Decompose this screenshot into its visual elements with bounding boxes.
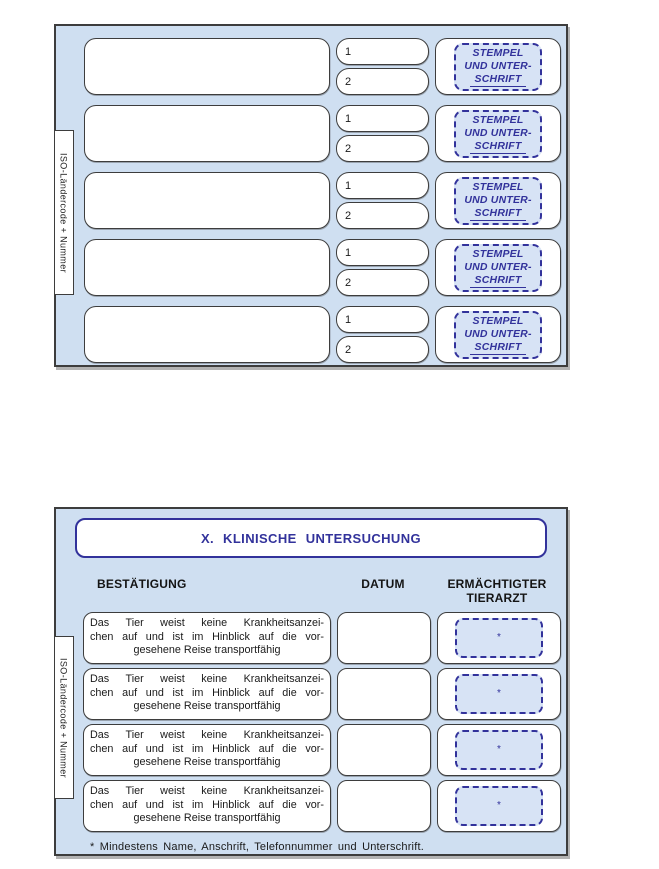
field-2-label: 2: [345, 343, 352, 356]
column-header-vet: [435, 577, 559, 605]
field-1: [336, 239, 429, 266]
side-tab-iso-code-top: [54, 130, 74, 295]
stamp-text-line2: UND UNTER-: [464, 193, 532, 206]
asterisk-mark: *: [497, 800, 501, 811]
stamp-text-line2: UND UNTER-: [464, 59, 532, 72]
column-header-confirmation: BESTÄTIGUNG: [97, 577, 187, 591]
certification-text-box: [83, 724, 331, 776]
certification-line1: Das Tier weist keine Krankheitsanzei-: [90, 617, 324, 629]
vet-signature-field: [437, 724, 561, 776]
stamp-row: [84, 38, 566, 95]
section-title: X. KLINISCHE UNTERSUCHUNG: [200, 530, 422, 546]
asterisk-mark: *: [497, 688, 501, 699]
field-1: [336, 105, 429, 132]
number-fields-column: [336, 306, 429, 363]
asterisk-mark: *: [497, 632, 501, 643]
certification-line1: Das Tier weist keine Krankheitsanzei-: [90, 729, 324, 741]
field-2-label: 2: [345, 276, 352, 289]
stamp-dashed-area: [454, 43, 542, 91]
stamp-text-underlined: SCHRIFT: [470, 140, 527, 154]
exam-rows-container: [56, 612, 566, 832]
stamp-row: [84, 172, 566, 229]
stamp-text-line3: [463, 140, 533, 154]
field-2: [336, 269, 429, 296]
certification-line1: Das Tier weist keine Krankheitsanzei-: [90, 673, 324, 685]
stamp-rows-container: [56, 26, 566, 363]
field-1-label: 1: [345, 313, 352, 326]
field-1-label: 1: [345, 112, 352, 125]
column-header-date: DATUM: [361, 577, 405, 591]
entry-field: [84, 38, 330, 95]
vet-dashed-area: [455, 674, 543, 714]
field-1-label: 1: [345, 179, 352, 192]
field-2: [336, 336, 429, 363]
certification-line2: chen auf und ist im Hinblick auf die vor-: [90, 630, 324, 643]
side-tab-label: ISO-Ländercode + Nummer: [58, 152, 69, 273]
certification-line1: Das Tier weist keine Krankheitsanzei-: [90, 785, 324, 797]
stamp-dashed-area: [454, 244, 542, 292]
date-field: [337, 724, 431, 776]
field-2-label: 2: [345, 142, 352, 155]
vet-signature-field: [437, 612, 561, 664]
stamp-row: [84, 306, 566, 363]
stamp-text-underlined: SCHRIFT: [470, 341, 527, 355]
vet-dashed-area: [455, 618, 543, 658]
field-1: [336, 306, 429, 333]
clinical-exam-section: [54, 507, 568, 856]
vet-dashed-area: [455, 786, 543, 826]
exam-row: [83, 612, 566, 664]
stamp-signature-box: [435, 239, 561, 296]
certification-line3: gesehene Reise transportfähig: [133, 812, 281, 824]
entry-field: [84, 306, 330, 363]
stamp-text-underlined: SCHRIFT: [470, 207, 527, 221]
exam-row: [83, 724, 566, 776]
section-title-box: [75, 518, 547, 558]
stamp-dashed-area: [454, 177, 542, 225]
certification-text-box: [83, 668, 331, 720]
number-fields-column: [336, 172, 429, 229]
certification-text-box: [83, 780, 331, 832]
stamp-text-line1: STEMPEL: [472, 180, 524, 193]
stamp-row: [84, 105, 566, 162]
stamp-text-line2: UND UNTER-: [464, 327, 532, 340]
number-fields-column: [336, 105, 429, 162]
stamp-text-underlined: SCHRIFT: [470, 274, 527, 288]
vet-signature-field: [437, 668, 561, 720]
column-header-vet-line1: ERMÄCHTIGTER: [447, 577, 547, 591]
field-2: [336, 202, 429, 229]
stamp-signature-box: [435, 105, 561, 162]
stamp-text-line3: [463, 207, 533, 221]
certification-line2: chen auf und ist im Hinblick auf die vor-: [90, 742, 324, 755]
entry-field: [84, 172, 330, 229]
asterisk-mark: *: [497, 744, 501, 755]
stamp-signature-box: [435, 38, 561, 95]
field-2-label: 2: [345, 75, 352, 88]
date-field: [337, 612, 431, 664]
number-fields-column: [336, 38, 429, 95]
stamp-text-line1: STEMPEL: [472, 314, 524, 327]
number-fields-column: [336, 239, 429, 296]
field-1: [336, 172, 429, 199]
stamp-dashed-area: [454, 311, 542, 359]
stamp-text-line2: UND UNTER-: [464, 126, 532, 139]
stamp-text-line1: STEMPEL: [472, 46, 524, 59]
field-1-label: 1: [345, 45, 352, 58]
certification-line3: gesehene Reise transportfähig: [133, 644, 281, 656]
footnote: * Mindestens Name, Anschrift, Telefonnummer und Unterschrift.: [90, 841, 424, 853]
stamp-text-line3: [463, 274, 533, 288]
stamp-row: [84, 239, 566, 296]
stamp-signature-box: [435, 172, 561, 229]
stamp-text-line2: UND UNTER-: [464, 260, 532, 273]
vet-dashed-area: [455, 730, 543, 770]
stamp-text-line1: STEMPEL: [472, 113, 524, 126]
field-2: [336, 135, 429, 162]
field-2-label: 2: [345, 209, 352, 222]
certification-line3: gesehene Reise transportfähig: [133, 700, 281, 712]
certification-text-box: [83, 612, 331, 664]
side-tab-label: ISO-Ländercode + Nummer: [58, 657, 69, 778]
field-2: [336, 68, 429, 95]
stamp-text-underlined: SCHRIFT: [470, 73, 527, 87]
stamp-text-line3: [463, 341, 533, 355]
exam-row: [83, 668, 566, 720]
stamp-signature-section: [54, 24, 568, 367]
stamp-text-line1: STEMPEL: [472, 247, 524, 260]
vet-signature-field: [437, 780, 561, 832]
stamp-text-line3: [463, 73, 533, 87]
stamp-signature-box: [435, 306, 561, 363]
certification-line3: gesehene Reise transportfähig: [133, 756, 281, 768]
stamp-dashed-area: [454, 110, 542, 158]
column-headers: [56, 577, 566, 605]
field-1-label: 1: [345, 246, 352, 259]
column-header-vet-line2: TIERARZT: [466, 591, 528, 605]
date-field: [337, 668, 431, 720]
exam-row: [83, 780, 566, 832]
side-tab-iso-code-bottom: [54, 636, 74, 799]
certification-line2: chen auf und ist im Hinblick auf die vor-: [90, 686, 324, 699]
entry-field: [84, 239, 330, 296]
entry-field: [84, 105, 330, 162]
field-1: [336, 38, 429, 65]
certification-line2: chen auf und ist im Hinblick auf die vor-: [90, 798, 324, 811]
date-field: [337, 780, 431, 832]
